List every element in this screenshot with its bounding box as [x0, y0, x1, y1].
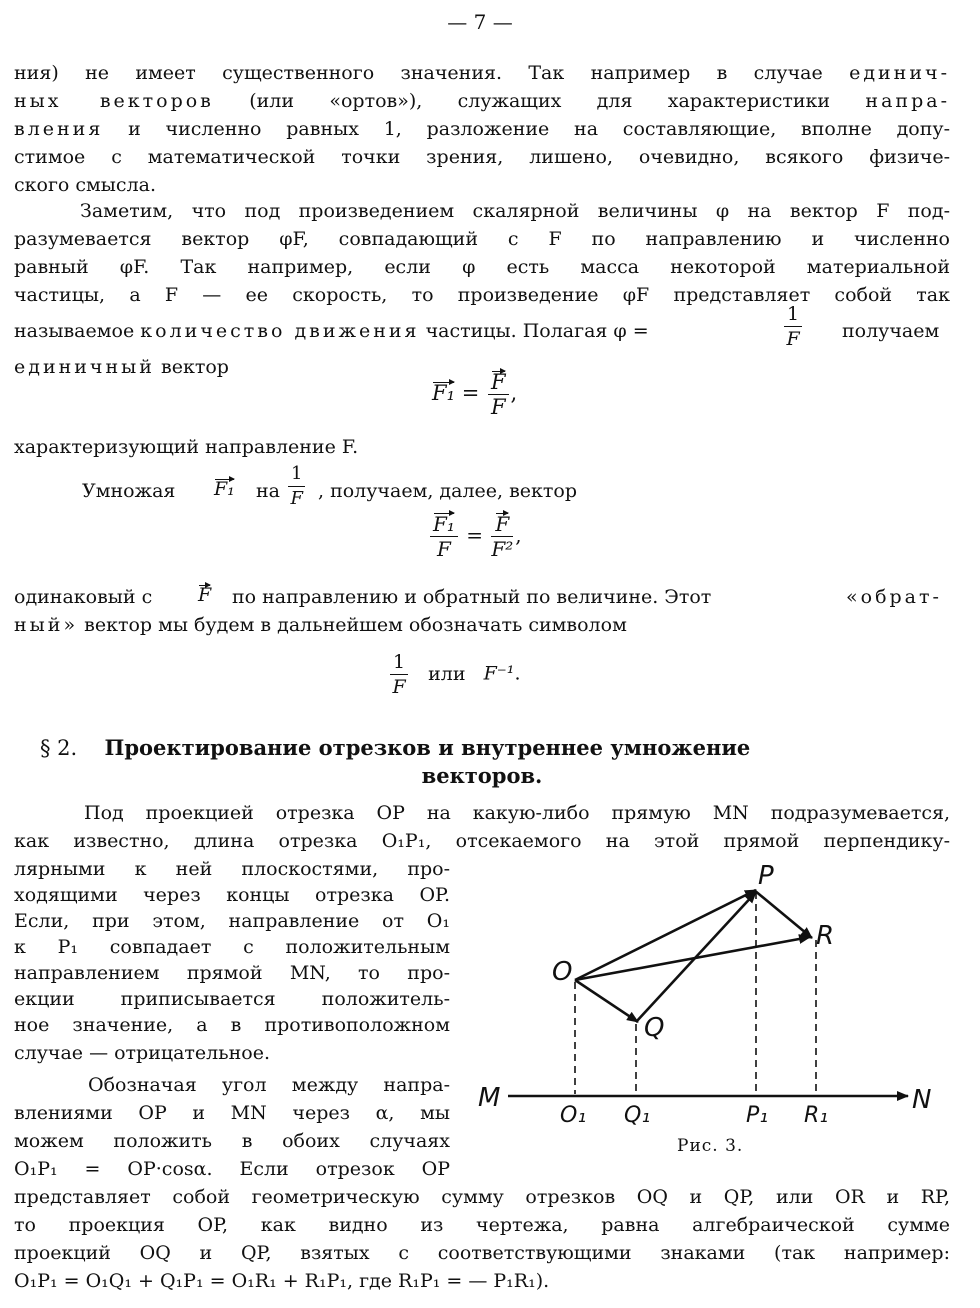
vector-F1: F₁ — [433, 512, 455, 536]
numerator: 1 — [390, 650, 408, 675]
text-fragment: частицы. Полагая φ = — [425, 320, 649, 342]
text-line: то проекция OP, как видно из чертежа, равна алгебраической сумме — [14, 1214, 950, 1236]
label-P: P — [758, 861, 774, 891]
denominator: F — [392, 676, 406, 698]
vector-F: F — [490, 370, 506, 394]
text-line: равный φF. Так например, если φ есть масса некоторой материальной — [14, 256, 950, 278]
text-line: Если, при этом, направление от O₁ — [14, 910, 450, 932]
vector-F1: F₁ — [214, 478, 235, 500]
text-fragment: ния) не имеет существенного значения. Так например в случае — [14, 62, 823, 84]
figure-3-diagram — [460, 850, 960, 1140]
text-fragment: , получаем, далее, вектор — [318, 480, 578, 502]
denominator: F — [290, 488, 303, 509]
text-line — [14, 88, 950, 114]
text-line: лярными к ней плоскостями, про- — [14, 858, 450, 880]
text-fragment: и численно равных 1, разложение на составляющие, вполне допу- — [128, 118, 950, 140]
text-fragment-spaced: «обрат- — [846, 586, 942, 608]
label-R1: R₁ — [804, 1103, 829, 1128]
text-line: Обозначая угол между напра- — [88, 1074, 450, 1096]
label-N: N — [912, 1085, 932, 1115]
vector-F: F — [495, 512, 510, 536]
fraction-1-over-F — [286, 462, 307, 511]
text-line: проекций OQ и QP, взятых с соответствующими знаками (так например: — [14, 1242, 950, 1264]
text-line: к P₁ совпадает с положительным — [14, 936, 450, 958]
denominator: F — [786, 328, 800, 350]
text-fragment: (или «ортов»), служащих для характеристики — [249, 90, 831, 112]
text-fragment-spaced: единич- — [849, 62, 950, 84]
text-line: ное значение, а в противоположном — [14, 1014, 450, 1036]
vector-OQ — [575, 980, 638, 1022]
section-title: Проектирование отрезков и внутреннее умножение — [104, 735, 751, 760]
text-line: O₁P₁ = OP·cosα. Если отрезок OP — [14, 1158, 450, 1180]
text-line — [14, 318, 784, 344]
text-fragment-spaced: ный» — [14, 614, 79, 636]
vector-F1: F₁ — [432, 381, 455, 405]
text-line: случае — отрицательное. — [14, 1042, 270, 1064]
text-fragment: Умножая — [82, 480, 176, 502]
text-line: Под проекцией отрезка OP на какую-либо прямую MN подразумевается, — [84, 802, 950, 824]
text-line: ского смысла. — [14, 174, 157, 196]
text-line: можем положить в обоих случаях — [14, 1130, 450, 1152]
section-heading — [40, 734, 940, 762]
text-line: частицы, а F — ее скорость, то произведение φF представляет собой так — [14, 284, 950, 306]
denominator: F — [490, 395, 506, 419]
label-O: O — [552, 957, 573, 987]
text-line: влениями OP и MN через α, мы — [14, 1102, 450, 1124]
vector-PR — [754, 890, 812, 938]
fraction-1-over-F — [782, 302, 804, 351]
text-fragment: называемое — [14, 320, 135, 342]
text-fragment-spaced: единичный — [14, 356, 155, 378]
formula-inverse-vector: $\frac{\text{F₁}}{F}$ = $\frac{F}{\text{F²}}$ , — [428, 512, 522, 561]
text-fragment: вектор мы будем в дальнейшем обозначать символом — [84, 614, 627, 636]
formula-unit-vector: F₁ = $\frac{F}{F}$ , — [432, 370, 518, 419]
text-line: стимое с математической точки зрения, лишено, очевидно, всякого физиче- — [14, 146, 950, 168]
text-fragment: на — [256, 480, 280, 502]
label-R: R — [816, 921, 835, 951]
vector-OR — [575, 937, 810, 980]
figure-caption: Рис. 3. — [677, 1136, 744, 1156]
text-line: разумевается вектор φF, совпадающий с F по направлению и численно — [14, 228, 950, 250]
text-fragment-spaced: количество движения — [140, 320, 420, 342]
numerator: 1 — [288, 462, 305, 487]
vector-OP — [575, 890, 756, 980]
label-P1: P₁ — [746, 1103, 769, 1128]
text-line: Заметим, что под произведением скалярной величины φ на вектор F под- — [80, 200, 950, 222]
section-title-line2: векторов. — [421, 763, 543, 788]
text-fragment: или — [428, 662, 466, 685]
text-line: ходящими через концы отрезка OP. — [14, 884, 450, 906]
label-O1: O₁ — [560, 1103, 587, 1128]
text-fragment: по направлению и обратный по величине. Этот — [232, 586, 712, 608]
text-line: характеризующий направление F. — [14, 436, 359, 458]
text-line — [14, 116, 950, 142]
vector-F1-inline — [214, 478, 235, 500]
denominator: F² — [491, 537, 514, 561]
vector-F-inverse: F⁻¹ — [483, 662, 515, 685]
text-line: представляет собой геометрическую сумму отрезков OQ и QP, или OR и RP, — [14, 1186, 950, 1208]
label-Q: Q — [644, 1013, 665, 1043]
text-fragment: одинаковый с — [14, 586, 153, 608]
label-Q1: Q₁ — [624, 1103, 651, 1128]
text-line: екции приписывается положитель- — [14, 988, 450, 1010]
vector-F: F — [198, 584, 212, 606]
denominator: F — [437, 537, 451, 561]
numerator: 1 — [784, 302, 802, 327]
text-line: как известно, длина отрезка O₁P₁, отсекаемого на этой прямой перпендику- — [14, 830, 950, 852]
text-line — [14, 612, 774, 638]
text-line — [14, 354, 314, 380]
text-fragment-spaced: напра- — [865, 90, 950, 112]
text-line: направлением прямой MN, то про- — [14, 962, 450, 984]
vector-QP — [636, 892, 756, 1022]
text-fragment: вектор — [161, 356, 229, 378]
vector-F-inline — [198, 584, 211, 606]
formula-inverse-symbol: $\frac{1}{F}$ или F⁻¹. — [388, 650, 520, 699]
section-number: § 2. — [40, 736, 78, 760]
text-fragment-spaced: вления — [14, 118, 104, 140]
text-fragment: получаем — [842, 320, 940, 342]
text-line — [14, 60, 950, 86]
label-M: M — [478, 1083, 501, 1113]
text-line: O₁P₁ = O₁Q₁ + Q₁P₁ = O₁R₁ + R₁P₁, где R₁P₁ = — P₁R₁). — [14, 1270, 550, 1292]
text-fragment-spaced: ных векторов — [14, 90, 214, 112]
page-number: — 7 — — [447, 10, 513, 34]
